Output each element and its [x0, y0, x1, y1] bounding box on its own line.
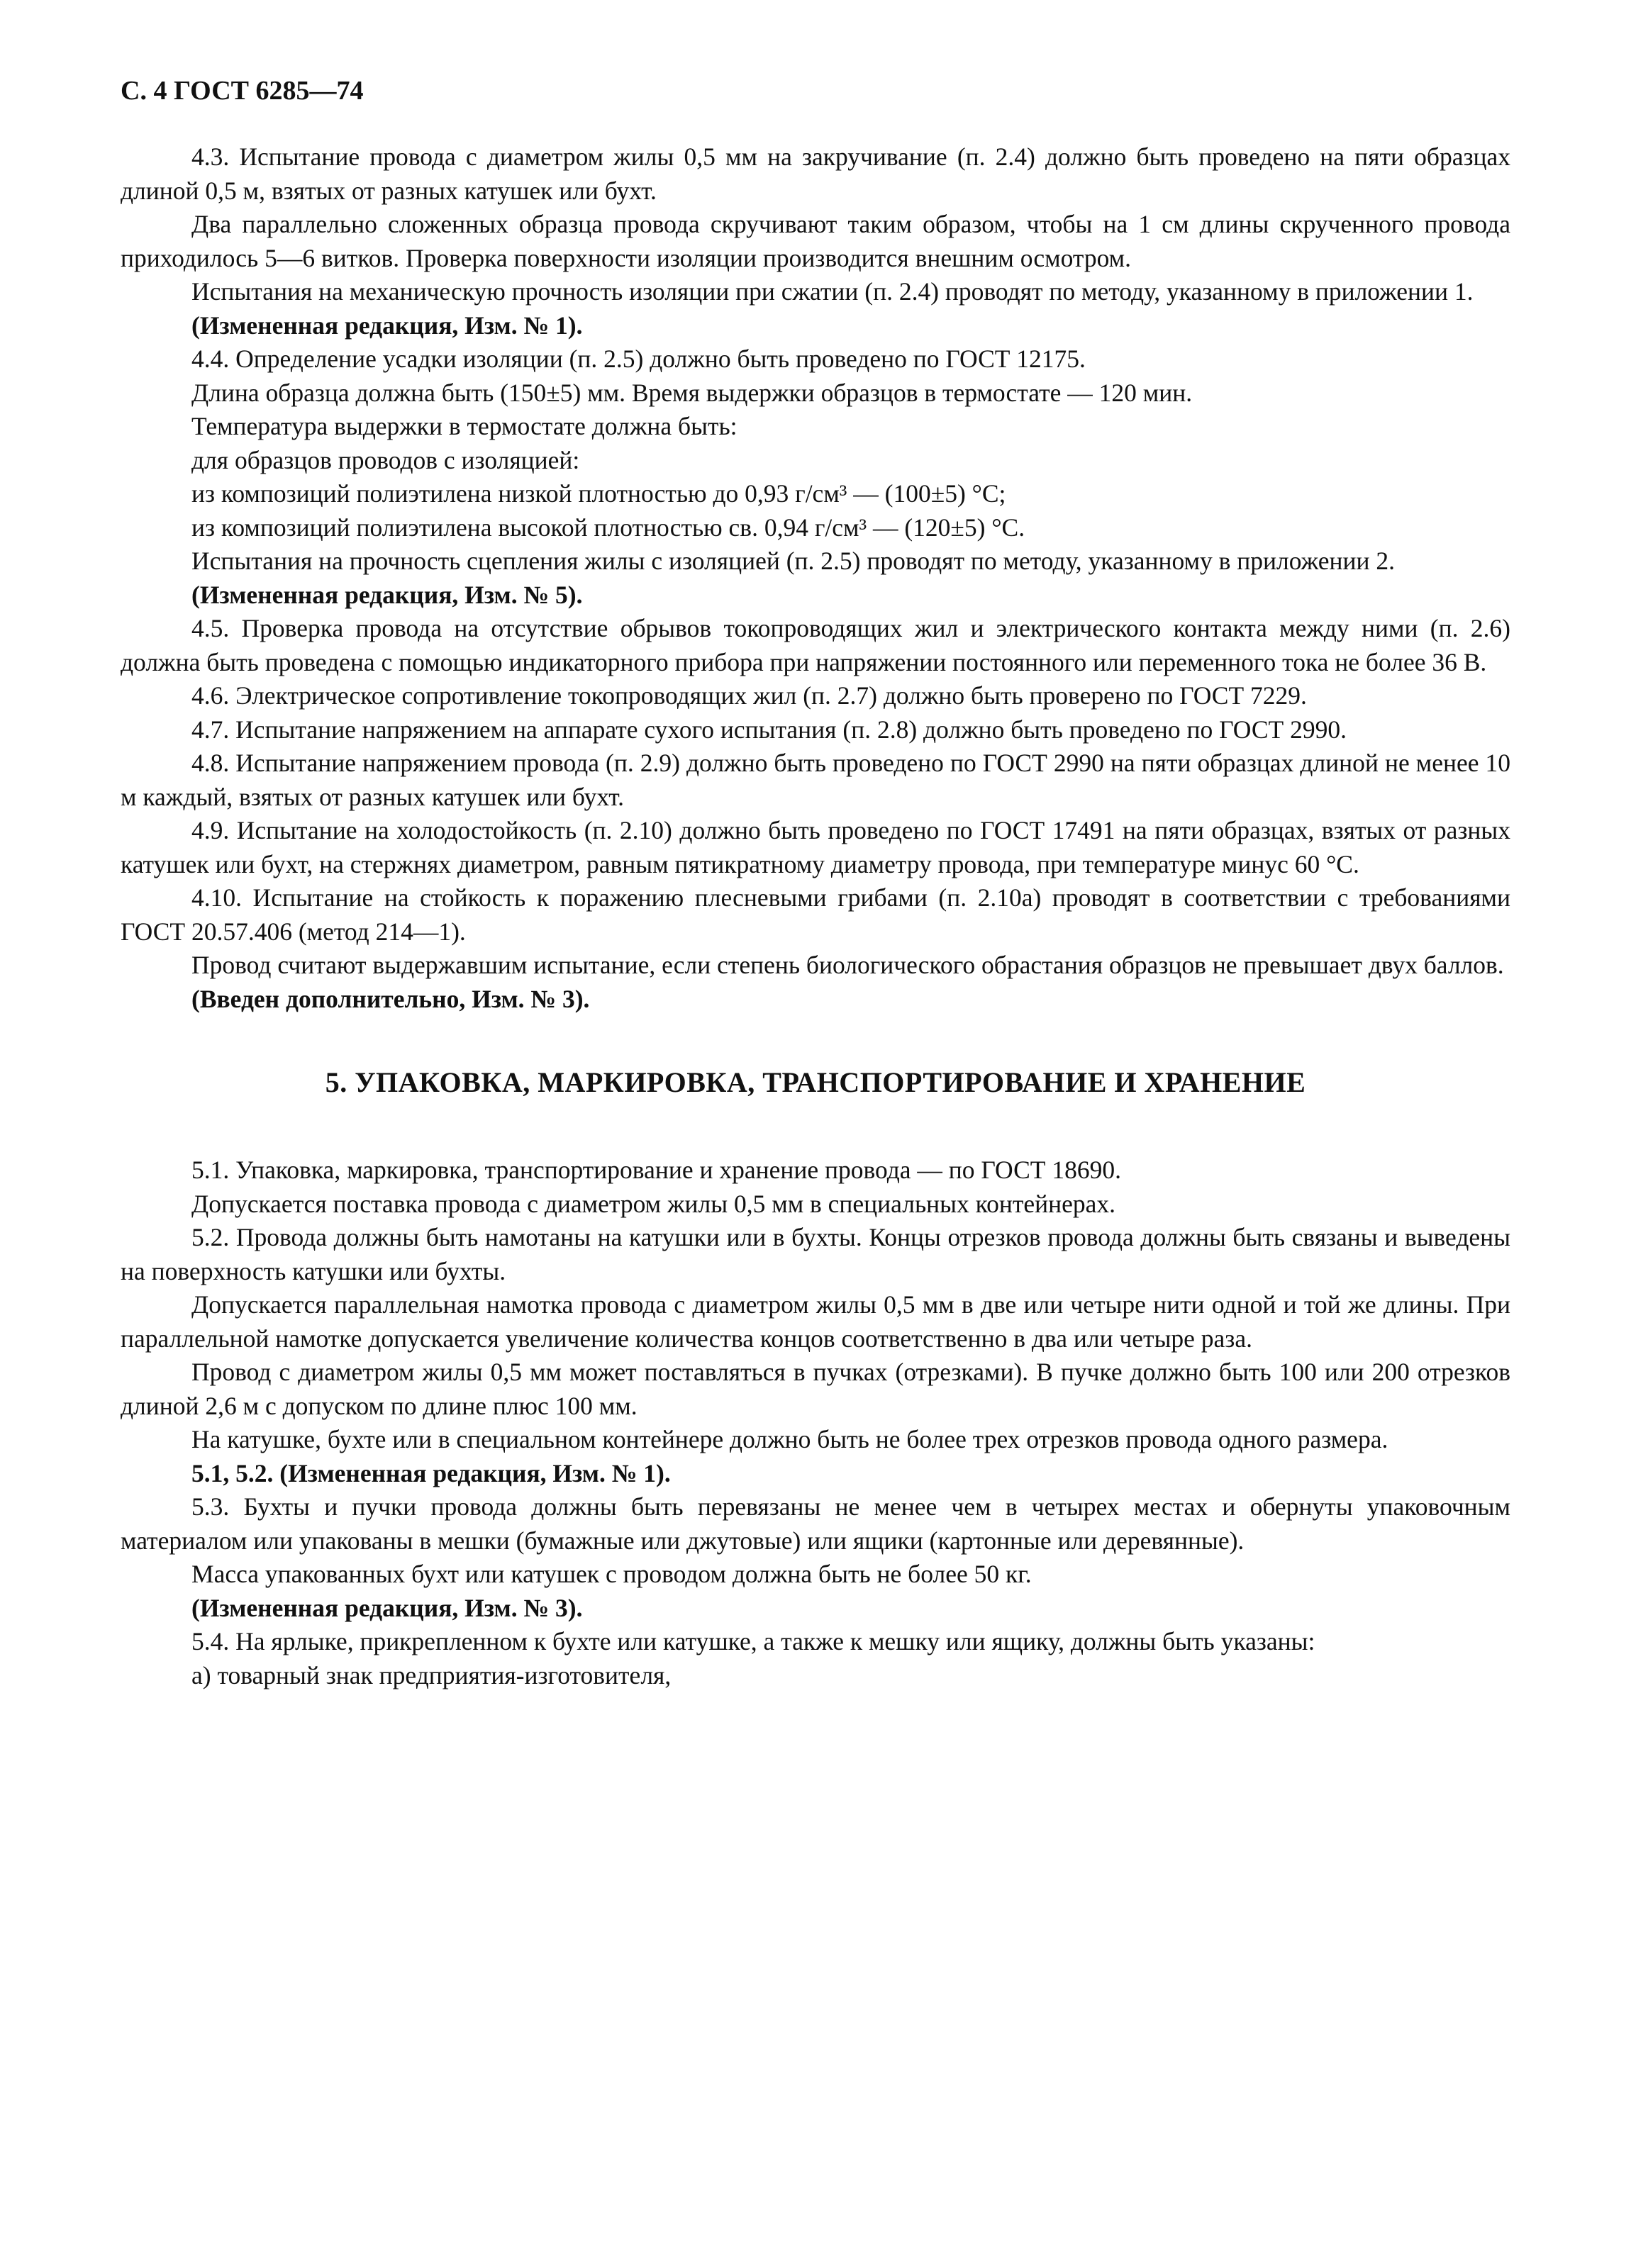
paragraph: Испытания на механическую прочность изоляции при сжатии (п. 2.4) проводят по методу, указанному в приложении 1. [191, 277, 1474, 306]
section-5-body [121, 1153, 1510, 1692]
section-5-title: 5. УПАКОВКА, МАРКИРОВКА, ТРАНСПОРТИРОВАНИЕ И ХРАНЕНИЕ [325, 1066, 1306, 1098]
paragraph: а) товарный знак предприятия-изготовителя, [191, 1660, 672, 1689]
paragraph: 4.10. Испытание на стойкость к поражению плесневыми грибами (п. 2.10а) проводят в соответствии с требованиями ГОСТ 20.57.406 (метод 214—1). [121, 883, 1510, 946]
paragraph: Допускается параллельная намотка провода с диаметром жилы 0,5 мм в две или четыре нити одной и той же длины. При параллельной намотке допускается увеличение количества концов соответственно в два или четыре раза. [121, 1290, 1510, 1353]
paragraph: из композиций полиэтилена высокой плотностью св. 0,94 г/см³ — (120±5) °С. [191, 513, 1025, 542]
section-4-body [121, 140, 1510, 1016]
amendment-note: (Измененная редакция, Изм. № 3). [191, 1593, 583, 1622]
paragraph: Провод считают выдержавшим испытание, если степень биологического обрастания образцов не превышает двух баллов. [191, 951, 1504, 979]
paragraph: из композиций полиэтилена низкой плотностью до 0,93 г/см³ — (100±5) °С; [191, 479, 1006, 508]
paragraph: Допускается поставка провода с диаметром жилы 0,5 мм в специальных контейнерах. [191, 1189, 1115, 1218]
paragraph: На катушке, бухте или в специальном контейнере должно быть не более трех отрезков провода одного размера. [191, 1425, 1388, 1453]
paragraph: 5.4. На ярлыке, прикрепленном к бухте или катушке, а также к мешку или ящику, должны быть указаны: [191, 1627, 1315, 1655]
paragraph: Испытания на прочность сцепления жилы с изоляцией (п. 2.5) проводят по методу, указанному в приложении 2. [191, 547, 1395, 575]
paragraph: Два параллельно сложенных образца провода скручивают таким образом, чтобы на 1 см длины скрученного провода приходилось 5—6 витков. Проверка поверхности изоляции производится внешним осмотром. [121, 210, 1510, 272]
paragraph: Температура выдержки в термостате должна быть: [191, 412, 737, 440]
paragraph: 4.7. Испытание напряжением на аппарате сухого испытания (п. 2.8) должно быть проведено по ГОСТ 2990. [191, 715, 1347, 744]
paragraph: 4.5. Проверка провода на отсутствие обрывов токопроводящих жил и электрического контакта между ними (п. 2.6) должна быть проведена с помощью индикаторного прибора при напряжении постоянного или переменного тока не более 36 В. [121, 614, 1510, 676]
paragraph: 4.8. Испытание напряжением провода (п. 2.9) должно быть проведено по ГОСТ 2990 на пяти образцах длиной не менее 10 м каждый, взятых от разных катушек или бухт. [121, 749, 1510, 811]
paragraph: 4.4. Определение усадки изоляции (п. 2.5) должно быть проведено по ГОСТ 12175. [191, 345, 1086, 373]
paragraph: 5.2. Провода должны быть намотаны на катушки или в бухты. Концы отрезков провода должны быть связаны и выведены на поверхность катушки или бухты. [121, 1223, 1510, 1285]
paragraph: Масса упакованных бухт или катушек с проводом должна быть не более 50 кг. [191, 1560, 1032, 1588]
paragraph: 5.3. Бухты и пучки провода должны быть перевязаны не менее чем в четырех местах и обернуты упаковочным материалом или упакованы в мешки (бумажные или джутовые) или ящики (картонные или деревянные). [121, 1492, 1510, 1555]
document-page [121, 71, 1510, 1692]
paragraph: для образцов проводов с изоляцией: [191, 445, 580, 474]
amendment-note: 5.1, 5.2. (Измененная редакция, Изм. № 1). [191, 1458, 671, 1487]
amendment-note: (Измененная редакция, Изм. № 5). [191, 580, 583, 609]
paragraph: 4.3. Испытание провода с диаметром жилы 0,5 мм на закручивание (п. 2.4) должно быть проведено на пяти образцах длиной 0,5 м, взятых от разных катушек или бухт. [121, 143, 1510, 205]
paragraph: Длина образца должна быть (150±5) мм. Время выдержки образцов в термостате — 120 мин. [191, 378, 1193, 407]
paragraph: 4.6. Электрическое сопротивление токопроводящих жил (п. 2.7) должно быть проверено по ГОСТ 7229. [191, 681, 1307, 710]
amendment-note: (Введен дополнительно, Изм. № 3). [191, 984, 590, 1013]
amendment-note: (Измененная редакция, Изм. № 1). [191, 311, 583, 340]
page-header: С. 4 ГОСТ 6285—74 [121, 76, 364, 106]
paragraph: 5.1. Упаковка, маркировка, транспортирование и хранение провода — по ГОСТ 18690. [191, 1156, 1121, 1184]
paragraph: Провод с диаметром жилы 0,5 мм может поставляться в пучках (отрезками). В пучке должно быть 100 или 200 отрезков длиной 2,6 м с допуском по длине плюс 100 мм. [121, 1358, 1510, 1420]
paragraph: 4.9. Испытание на холодостойкость (п. 2.10) должно быть проведено по ГОСТ 17491 на пяти образцах, взятых от разных катушек или бухт, на стержнях диаметром, равным пятикратному диаметру провода, при температуре минус 60 °С. [121, 816, 1510, 878]
